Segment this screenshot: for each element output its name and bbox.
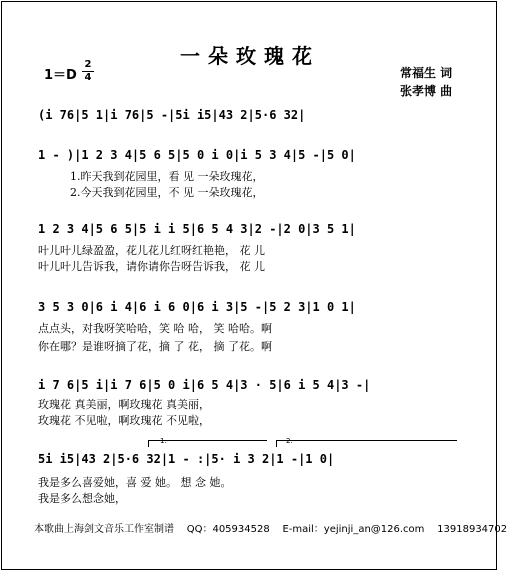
lyric-verse2-line-2: 2.今天我到花园里，不 见 一朵玫瑰花， <box>70 186 264 199</box>
time-signature <box>82 60 94 83</box>
lyric-verse1-line-5: 玫瑰花 真美丽，啊玫瑰花 真美丽， <box>38 398 210 411</box>
time-signature-top: 2 <box>84 59 92 70</box>
notation-line-5: i 7 6|5 i|i 7 6|5 0 i|6 5 4|3 · 5|6 i 5 4|3 -| <box>38 378 371 392</box>
lyric-verse2-line-6: 我是多么想念她， <box>38 492 126 505</box>
lyric-verse2-line-4: 你在哪？是谁呀摘了花，摘 了 花， 摘 了花。啊 <box>38 340 272 353</box>
lyric-verse1-line-4: 点点头，对我呀笑哈哈，笑 哈 哈， 笑 哈哈。啊 <box>38 322 272 335</box>
footer-studio: 本歌曲上海剑文音乐工作室制谱 <box>34 524 174 535</box>
notation-line-2: 1 - )|1 2 3 4|5 6 5|5 0 i 0|i 5 3 4|5 -|5 0| <box>38 148 356 162</box>
notation-line-6: 5i i5|43 2|5·6 32|1 - :|5· i 3 2|1 -|1 0| <box>38 452 335 466</box>
time-signature-bottom: 4 <box>84 72 92 83</box>
second-ending-label: 2. <box>286 437 293 445</box>
footer-phone: 13918934702 <box>437 524 507 535</box>
footer <box>34 520 507 535</box>
footer-email[interactable]: E-mail：yejinji_an@126.com <box>282 524 425 535</box>
notation-line-3: 1 2 3 4|5 6 5|5 i i 5|6 5 4 3|2 -|2 0|3 5 1| <box>38 222 356 236</box>
footer-qq: QQ：405934528 <box>186 524 270 535</box>
first-ending-label: 1. <box>160 437 167 445</box>
key-signature: 1＝D <box>44 68 77 83</box>
lyric-verse1-line-3: 叶儿叶儿绿盈盈，花儿花儿红呀红艳艳， 花 儿 <box>38 244 265 257</box>
lyric-verse1-line-6: 我是多么喜爱她，喜 爱 她。 想 念 她。 <box>38 476 232 489</box>
composer-credit: 张孝博 曲 <box>400 84 453 98</box>
lyric-verse2-line-5: 玫瑰花 不见啦，啊玫瑰花 不见啦， <box>38 414 210 427</box>
lyric-verse1-line-2: 1.昨天我到花园里，看 见 一朵玫瑰花， <box>70 170 264 183</box>
lyricist-credit: 常福生 词 <box>400 66 453 80</box>
notation-line-1: (i 76|5 1|i 76|5 -|5i i5|43 2|5·6 32| <box>38 108 306 122</box>
lyric-verse2-line-3: 叶儿叶儿告诉我，请你请你告呀告诉我， 花 儿 <box>38 260 265 273</box>
song-title: 一朵玫瑰花 <box>180 44 320 68</box>
notation-line-4: 3 5 3 0|6 i 4|6 i 6 0|6 i 3|5 -|5 2 3|1 0 1| <box>38 300 356 314</box>
second-ending-bracket <box>276 440 457 447</box>
